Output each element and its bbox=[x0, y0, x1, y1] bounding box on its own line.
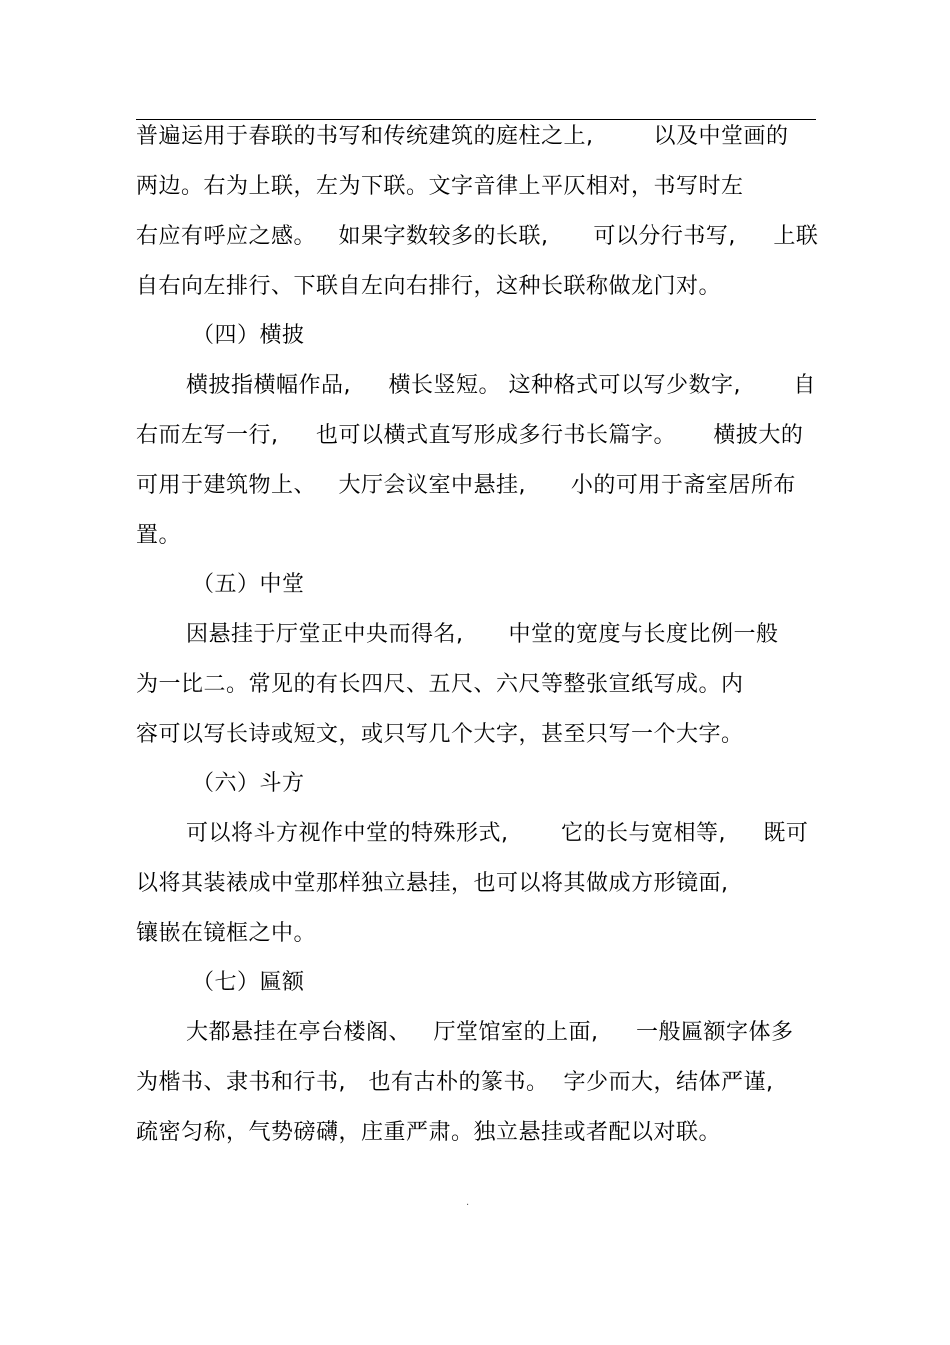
paragraph-line: 可以将斗方视作中堂的特殊形式, 它的长与宽相等, 既可 bbox=[186, 821, 809, 846]
section-heading-5: （五）中堂 bbox=[192, 572, 305, 597]
header-rule bbox=[136, 119, 816, 120]
section-heading-7: （七）匾额 bbox=[192, 970, 305, 995]
paragraph-line: 横披指横幅作品, 横长竖短。 这种格式可以写少数字, 自 bbox=[186, 373, 816, 398]
paragraph-line: 镶嵌在镜框之中。 bbox=[136, 921, 317, 946]
paragraph-line: 右应有呼应之感。 如果字数较多的长联, 可以分行书写, 上联 bbox=[136, 224, 819, 249]
paragraph-line: 疏密匀称，气势磅礴，庄重严肃。独立悬挂或者配以对联。 bbox=[136, 1120, 722, 1145]
section-heading-6: （六）斗方 bbox=[192, 771, 305, 796]
paragraph-line: 因悬挂于厅堂正中央而得名, 中堂的宽度与长度比例一般 bbox=[186, 622, 779, 647]
paragraph-line: 为楷书、隶书和行书, 也有古朴的篆书。 字少而大，结体严谨, bbox=[136, 1070, 774, 1095]
paragraph-line: 自右向左排行、下联自左向右排行，这种长联称做龙门对。 bbox=[136, 274, 722, 299]
paragraph-line: 可用于建筑物上、 大厅会议室中悬挂, 小的可用于斋室居所布 bbox=[136, 473, 796, 498]
paragraph-line: 大都悬挂在亭台楼阁、 厅堂馆室的上面, 一般匾额字体多 bbox=[186, 1020, 794, 1045]
paragraph-line: 置。 bbox=[136, 523, 182, 548]
paragraph-line: 以将其装裱成中堂那样独立悬挂，也可以将其做成方形镜面, bbox=[136, 871, 729, 896]
paragraph-line: 普遍运用于春联的书写和传统建筑的庭柱之上, 以及中堂画的 bbox=[136, 124, 789, 149]
paragraph-line: 为一比二。常见的有长四尺、五尺、六尺等整张宣纸写成。内 bbox=[136, 672, 744, 697]
paragraph-line: 两边。右为上联，左为下联。文字音律上平仄相对，书写时左 bbox=[136, 174, 744, 199]
paragraph-line: 右而左写一行, 也可以横式直写形成多行书长篇字。 横披大的 bbox=[136, 423, 804, 448]
footer-mark: . bbox=[466, 1197, 470, 1208]
section-heading-4: （四）横披 bbox=[192, 323, 305, 348]
paragraph-line: 容可以写长诗或短文，或只写几个大字，甚至只写一个大字。 bbox=[136, 722, 744, 747]
